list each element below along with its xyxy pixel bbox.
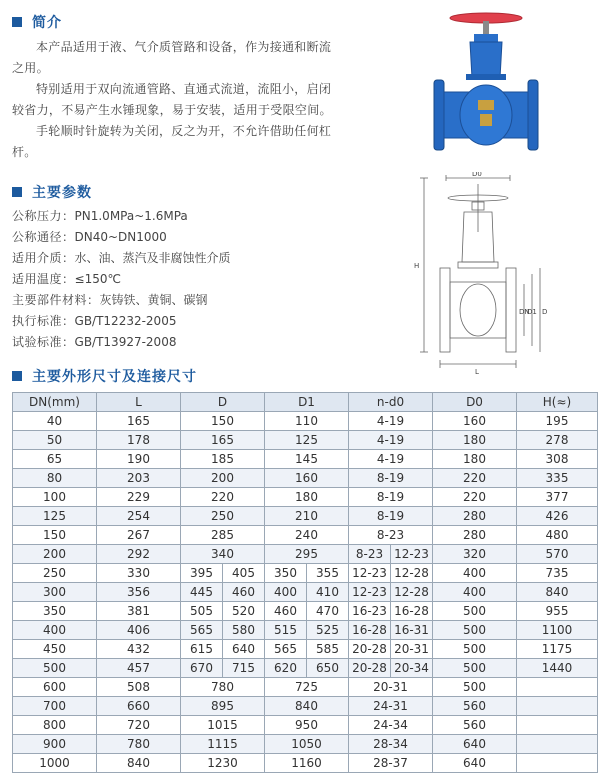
params-list	[12, 206, 342, 353]
cell-l: 165	[97, 412, 181, 431]
param-value: 水、油、蒸汽及非腐蚀性介质	[74, 251, 231, 265]
cell-d0: 220	[433, 469, 517, 488]
table-row	[13, 450, 598, 469]
cell-d1: 400	[265, 583, 307, 602]
cell-n-d0: 12-23	[349, 564, 391, 583]
cell-l: 508	[97, 678, 181, 697]
cell-h	[517, 754, 598, 773]
cell-dn: 100	[13, 488, 97, 507]
cell-d1: 470	[307, 602, 349, 621]
cell-n-d0: 16-31	[391, 621, 433, 640]
cell-d: 340	[181, 545, 265, 564]
param-value: ≤150℃	[74, 272, 121, 286]
dimension-table	[12, 392, 598, 773]
cell-h: 480	[517, 526, 598, 545]
square-bullet-icon	[12, 187, 22, 197]
param-row	[12, 332, 342, 353]
cell-d: 1115	[181, 735, 265, 754]
cell-d: 1230	[181, 754, 265, 773]
cell-d1: 125	[265, 431, 349, 450]
table-row	[13, 564, 598, 583]
cell-h: 278	[517, 431, 598, 450]
column-header: H(≈)	[517, 393, 598, 412]
cell-dn: 400	[13, 621, 97, 640]
cell-h: 195	[517, 412, 598, 431]
cell-l: 292	[97, 545, 181, 564]
param-value: 灰铸铁、黄铜、碳钢	[99, 293, 208, 307]
cell-d1: 1160	[265, 754, 349, 773]
cell-n-d0: 8-19	[349, 488, 433, 507]
cell-d1: 620	[265, 659, 307, 678]
cell-h	[517, 716, 598, 735]
cell-d1: 840	[265, 697, 349, 716]
table-row	[13, 431, 598, 450]
cell-l: 660	[97, 697, 181, 716]
cell-d: 165	[181, 431, 265, 450]
param-value: DN40~DN1000	[74, 230, 167, 244]
table-row	[13, 412, 598, 431]
cell-d: 565	[181, 621, 223, 640]
cell-h	[517, 735, 598, 754]
intro-title: 简介	[32, 15, 62, 31]
cell-d: 520	[223, 602, 265, 621]
label-d0: D0	[472, 172, 482, 178]
cell-d1: 950	[265, 716, 349, 735]
cell-dn: 800	[13, 716, 97, 735]
cell-d1: 110	[265, 412, 349, 431]
cell-n-d0: 16-28	[349, 621, 391, 640]
cell-l: 330	[97, 564, 181, 583]
intro-paragraph: 本产品适用于液、气介质管路和设备，作为接通和断流之用。	[12, 40, 332, 75]
cell-d0: 400	[433, 583, 517, 602]
table-row	[13, 640, 598, 659]
cell-d1: 240	[265, 526, 349, 545]
cell-dn: 200	[13, 545, 97, 564]
cell-n-d0: 20-28	[349, 640, 391, 659]
cell-d1: 725	[265, 678, 349, 697]
param-label: 主要部件材料：	[12, 293, 100, 307]
table-row	[13, 697, 598, 716]
cell-n-d0: 12-28	[391, 564, 433, 583]
table-row	[13, 735, 598, 754]
table-row	[13, 545, 598, 564]
param-row	[12, 290, 342, 311]
cell-d1: 460	[265, 602, 307, 621]
cell-d: 220	[181, 488, 265, 507]
table-row	[13, 754, 598, 773]
cell-dn: 700	[13, 697, 97, 716]
cell-d: 670	[181, 659, 223, 678]
label-d1: D1	[527, 308, 537, 316]
cell-n-d0: 16-23	[349, 602, 391, 621]
cell-dn: 40	[13, 412, 97, 431]
cell-l: 457	[97, 659, 181, 678]
param-label: 公称通径：	[12, 230, 75, 244]
cell-d0: 500	[433, 659, 517, 678]
cell-d1: 295	[265, 545, 349, 564]
cell-d0: 500	[433, 621, 517, 640]
label-dn: DN	[519, 308, 530, 316]
cell-l: 229	[97, 488, 181, 507]
cell-d0: 400	[433, 564, 517, 583]
cell-d0: 180	[433, 431, 517, 450]
cell-l: 406	[97, 621, 181, 640]
square-bullet-icon	[12, 371, 22, 381]
cell-d1: 1050	[265, 735, 349, 754]
column-header: D1	[265, 393, 349, 412]
cell-d0: 560	[433, 716, 517, 735]
cell-d: 460	[223, 583, 265, 602]
intro-paragraph: 手轮顺时针旋转为关闭，反之为开，不允许借助任何杠杆。	[12, 124, 332, 159]
cell-h	[517, 678, 598, 697]
intro-paragraph: 特别适用于双向流通管路、直通式流道，流阻小，启闭较省力，不易产生水锤现象，易于安装，适用于受限空间。	[12, 82, 332, 117]
table-row	[13, 488, 598, 507]
cell-n-d0: 20-31	[391, 640, 433, 659]
cell-d1: 355	[307, 564, 349, 583]
dimension-drawing	[408, 172, 558, 377]
cell-n-d0: 8-23	[349, 526, 433, 545]
dims-heading	[12, 366, 197, 386]
column-header: L	[97, 393, 181, 412]
cell-h: 1175	[517, 640, 598, 659]
table-row	[13, 583, 598, 602]
column-header: D	[181, 393, 265, 412]
cell-h: 735	[517, 564, 598, 583]
param-value: GB/T12232-2005	[74, 314, 177, 328]
cell-n-d0: 4-19	[349, 431, 433, 450]
table-row	[13, 469, 598, 488]
cell-d0: 640	[433, 754, 517, 773]
cell-n-d0: 28-34	[349, 735, 433, 754]
cell-d: 405	[223, 564, 265, 583]
table-row	[13, 507, 598, 526]
cell-dn: 50	[13, 431, 97, 450]
cell-d0: 320	[433, 545, 517, 564]
cell-d: 580	[223, 621, 265, 640]
cell-dn: 80	[13, 469, 97, 488]
param-value: PN1.0MPa~1.6MPa	[74, 209, 188, 223]
param-label: 适用温度：	[12, 272, 75, 286]
cell-dn: 150	[13, 526, 97, 545]
cell-d1: 565	[265, 640, 307, 659]
cell-d1: 350	[265, 564, 307, 583]
label-h: H	[414, 262, 420, 270]
cell-l: 381	[97, 602, 181, 621]
cell-n-d0: 24-34	[349, 716, 433, 735]
cell-dn: 125	[13, 507, 97, 526]
param-label: 试验标准：	[12, 335, 75, 349]
cell-dn: 350	[13, 602, 97, 621]
cell-d: 150	[181, 412, 265, 431]
cell-h: 308	[517, 450, 598, 469]
cell-d0: 160	[433, 412, 517, 431]
params-title: 主要参数	[32, 185, 92, 201]
column-header: n-d0	[349, 393, 433, 412]
cell-n-d0: 20-34	[391, 659, 433, 678]
cell-d1: 515	[265, 621, 307, 640]
param-row	[12, 269, 342, 290]
table-row	[13, 716, 598, 735]
cell-d: 505	[181, 602, 223, 621]
cell-l: 254	[97, 507, 181, 526]
cell-n-d0: 12-23	[349, 583, 391, 602]
cell-h: 335	[517, 469, 598, 488]
param-row	[12, 227, 342, 248]
cell-n-d0: 4-19	[349, 412, 433, 431]
cell-n-d0: 4-19	[349, 450, 433, 469]
cell-n-d0: 12-23	[391, 545, 433, 564]
cell-d: 780	[181, 678, 265, 697]
cell-n-d0: 16-28	[391, 602, 433, 621]
cell-l: 267	[97, 526, 181, 545]
cell-d: 250	[181, 507, 265, 526]
cell-h: 570	[517, 545, 598, 564]
cell-l: 432	[97, 640, 181, 659]
param-label: 适用介质：	[12, 251, 75, 265]
cell-d1: 525	[307, 621, 349, 640]
cell-l: 720	[97, 716, 181, 735]
cell-h	[517, 697, 598, 716]
param-row	[12, 206, 342, 227]
cell-l: 356	[97, 583, 181, 602]
cell-d1: 410	[307, 583, 349, 602]
cell-dn: 900	[13, 735, 97, 754]
cell-l: 840	[97, 754, 181, 773]
cell-d: 1015	[181, 716, 265, 735]
cell-l: 780	[97, 735, 181, 754]
cell-d1: 180	[265, 488, 349, 507]
cell-n-d0: 24-31	[349, 697, 433, 716]
table-header-row	[13, 393, 598, 412]
cell-d0: 280	[433, 526, 517, 545]
cell-d: 285	[181, 526, 265, 545]
table-row	[13, 602, 598, 621]
table-row	[13, 621, 598, 640]
cell-n-d0: 28-37	[349, 754, 433, 773]
cell-l: 178	[97, 431, 181, 450]
param-label: 公称压力：	[12, 209, 75, 223]
param-label: 执行标准：	[12, 314, 75, 328]
cell-n-d0: 8-23	[349, 545, 391, 564]
cell-d0: 220	[433, 488, 517, 507]
square-bullet-icon	[12, 17, 22, 27]
cell-d1: 650	[307, 659, 349, 678]
column-header: D0	[433, 393, 517, 412]
cell-d: 395	[181, 564, 223, 583]
cell-d: 640	[223, 640, 265, 659]
cell-h: 1100	[517, 621, 598, 640]
cell-d1: 160	[265, 469, 349, 488]
gate-valve-photo	[430, 8, 542, 163]
cell-d1: 145	[265, 450, 349, 469]
cell-d0: 500	[433, 678, 517, 697]
cell-d: 715	[223, 659, 265, 678]
cell-d0: 500	[433, 602, 517, 621]
cell-h: 955	[517, 602, 598, 621]
cell-n-d0: 12-28	[391, 583, 433, 602]
cell-n-d0: 8-19	[349, 469, 433, 488]
table-row	[13, 659, 598, 678]
cell-dn: 500	[13, 659, 97, 678]
cell-d: 200	[181, 469, 265, 488]
dims-title: 主要外形尺寸及连接尺寸	[32, 369, 197, 385]
cell-d0: 180	[433, 450, 517, 469]
cell-d0: 640	[433, 735, 517, 754]
cell-n-d0: 20-31	[349, 678, 433, 697]
table-row	[13, 678, 598, 697]
cell-h: 377	[517, 488, 598, 507]
cell-d1: 210	[265, 507, 349, 526]
table-row	[13, 526, 598, 545]
cell-d0: 560	[433, 697, 517, 716]
cell-n-d0: 20-28	[349, 659, 391, 678]
cell-d0: 280	[433, 507, 517, 526]
cell-dn: 450	[13, 640, 97, 659]
param-value: GB/T13927-2008	[74, 335, 177, 349]
cell-dn: 300	[13, 583, 97, 602]
cell-dn: 1000	[13, 754, 97, 773]
cell-l: 203	[97, 469, 181, 488]
label-l: L	[475, 368, 479, 376]
param-row	[12, 248, 342, 269]
cell-dn: 65	[13, 450, 97, 469]
label-d: D	[542, 308, 548, 316]
intro-text	[12, 37, 334, 163]
cell-d1: 585	[307, 640, 349, 659]
cell-dn: 600	[13, 678, 97, 697]
cell-d: 185	[181, 450, 265, 469]
table-body	[13, 412, 598, 773]
params-heading	[12, 182, 92, 202]
cell-d: 615	[181, 640, 223, 659]
cell-d: 445	[181, 583, 223, 602]
cell-d: 895	[181, 697, 265, 716]
cell-n-d0: 8-19	[349, 507, 433, 526]
cell-l: 190	[97, 450, 181, 469]
cell-dn: 250	[13, 564, 97, 583]
cell-h: 840	[517, 583, 598, 602]
column-header: DN(mm)	[13, 393, 97, 412]
param-row	[12, 311, 342, 332]
cell-h: 426	[517, 507, 598, 526]
cell-d0: 500	[433, 640, 517, 659]
intro-heading	[12, 12, 62, 32]
cell-h: 1440	[517, 659, 598, 678]
